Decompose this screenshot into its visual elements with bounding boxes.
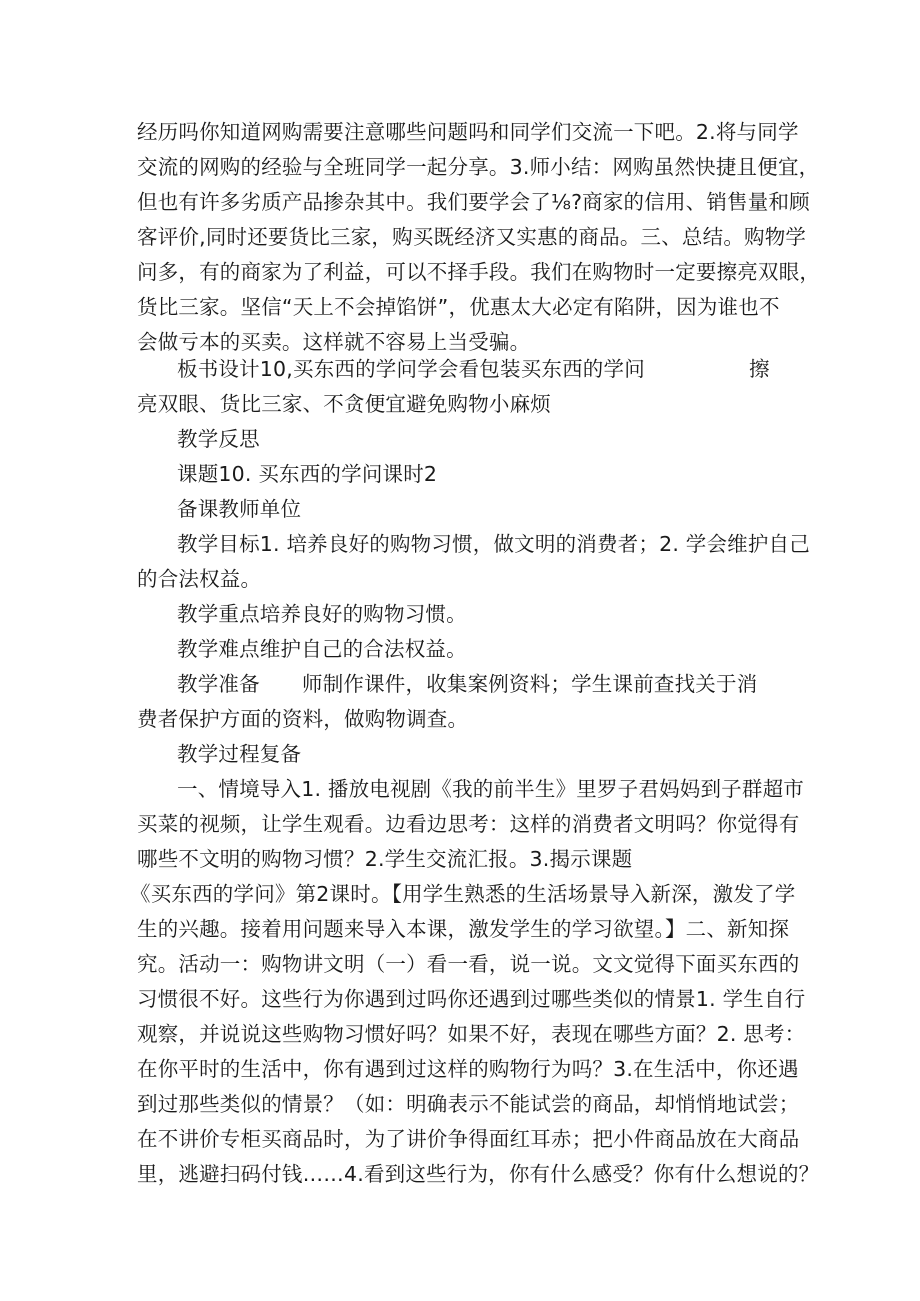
body-line: 在你平时的生活中，你有遇到过这样的购物行为吗？3.在生活中，你还遇 — [137, 1057, 799, 1081]
body-line: 观察，并说说这些购物习惯好吗？如果不好，表现在哪些方面？2. 思考： — [137, 1022, 806, 1046]
text-line: 会做亏本的买卖。这样就不容易上当受骗。 — [137, 330, 531, 354]
board-design-text: 板书设计10,买东西的学问学会看包装买东西的学问 — [177, 357, 645, 381]
body-line: 在不讲价专柜买商品时，为了讲价争得面红耳赤；把小件商品放在大商品 — [137, 1127, 800, 1151]
key-point: 教学重点培养良好的购物习惯。 — [177, 602, 467, 626]
body-line: 究。活动一：购物讲文明（一）看一看，说一说。文文觉得下面买东西的 — [137, 952, 800, 976]
text-line: 经历吗你知道网购需要注意哪些问题吗和同学们交流一下吧。2.将与同学 — [137, 120, 799, 144]
prep-text: 师制作课件，收集案例资料；学生课前查找关于消 — [302, 672, 758, 696]
body-line: 习惯很不好。这些行为你遇到过吗你还遇到过哪些类似的情景1. 学生自行 — [137, 987, 806, 1011]
difficult-point: 教学难点维护自己的合法权益。 — [177, 637, 467, 661]
prep-label: 教学准备 — [177, 672, 260, 696]
goals-line-cont: 的合法权益。 — [137, 567, 262, 591]
board-design-right: 擦 — [749, 357, 770, 381]
body-line: 生的兴趣。接着用问题来导入本课，激发学生的学习欲望。】二、新知探 — [137, 917, 790, 941]
text-line: 客评价,同时还要货比三家，购买既经济又实惠的商品。三、总结。购物学 — [137, 225, 807, 249]
reflection-heading: 教学反思 — [177, 427, 260, 451]
lesson-title: 课题10. 买东西的学问课时2 — [177, 462, 438, 486]
body-line: 一、情境导入1. 播放电视剧《我的前半生》里罗子君妈妈到子群超市 — [177, 777, 804, 801]
body-line: 到过那些类似的情景？（如：明确表示不能试尝的商品，却悄悄地试尝； — [137, 1092, 800, 1116]
teacher-unit: 备课教师单位 — [177, 497, 302, 521]
goals-line: 教学目标1. 培养良好的购物习惯，做文明的消费者；2. 学会维护自己 — [177, 532, 810, 556]
board-design-line — [177, 354, 837, 384]
body-line: 买菜的视频，让学生观看。边看边思考：这样的消费者文明吗？你觉得有 — [137, 812, 800, 836]
process-heading: 教学过程复备 — [177, 742, 302, 766]
board-design-cont: 亮双眼、货比三家、不贪便宜避免购物小麻烦 — [137, 392, 551, 416]
body-line: 《买东西的学问》第2课时。【用学生熟悉的生活场景导入新深，激发了学 — [130, 882, 796, 906]
text-line: 问多，有的商家为了利益，可以不择手段。我们在购物时一定要擦亮双眼， — [137, 260, 821, 284]
text-line: 货比三家。坚信“天上不会掉馅饼”，优惠太大必定有陷阱，因为谁也不 — [137, 295, 780, 319]
body-line: 哪些不文明的购物习惯？2.学生交流汇报。3.揭示课题 — [137, 847, 633, 871]
body-line: 里，逃避扫码付钱……4.看到这些行为，你有什么感受？你有什么想说的？ — [137, 1162, 820, 1186]
text-line: 但也有许多劣质产品掺杂其中。我们要学会了⅛?商家的信用、销售量和顾 — [137, 190, 810, 214]
text-line: 交流的网购的经验与全班同学一起分享。3.师小结：网购虽然快捷且便宜， — [137, 155, 820, 179]
prep-text-cont: 费者保护方面的资料，做购物调查。 — [137, 707, 469, 731]
